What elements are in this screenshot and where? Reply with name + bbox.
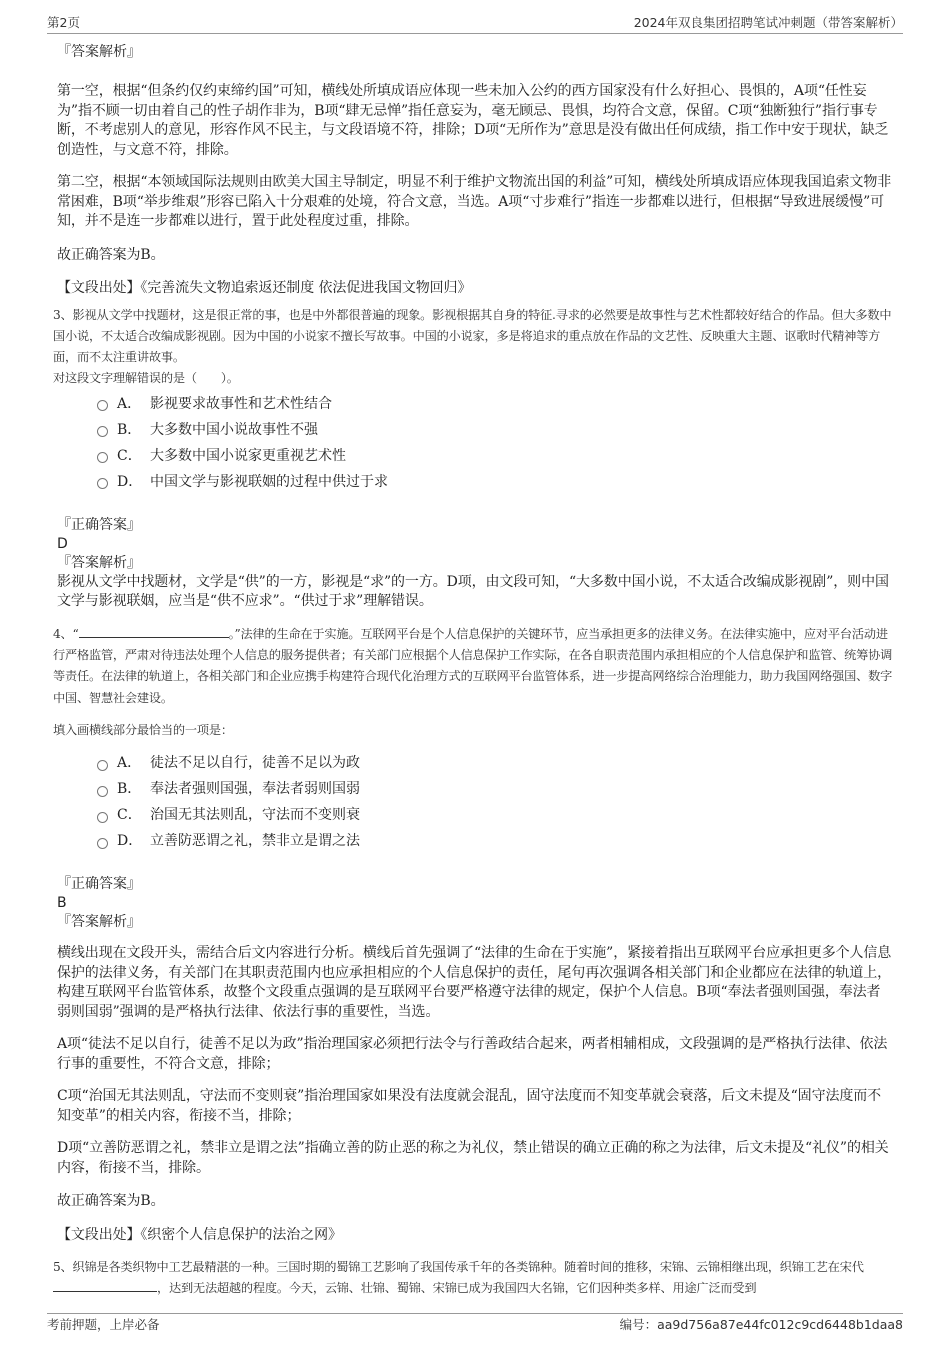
q4-analysis-para2: A项“徒法不足以自行，徒善不足以为政”指治理国家必须把行法令与行善政结合起来，两者相辅相成，文段强调的是严格执行法律、依法行事的重要性，不符合文意，排除； bbox=[57, 1036, 888, 1072]
q4-stem: 4、“ 。”法律的生命在于实施。互联网平台是个人信息保护的关键环节，应当承担更多的法律义务。在法律实施中，应对平台活动进行严格监管，严肃对待违法处理个人信息的服务提供者；有关部门应根据个人信息保护工作实际，在各自职责范围内承担相应的个人信息保护和监管、统筹协调等责任。在法律的轨道上，各相关部门和企业应携手构建符合现代化治理方式的互联网平台监管体系，进一步提高网络综合治理能力，助力我国网络强国、数字中国、智慧社会建设。 bbox=[53, 626, 893, 705]
q4-answer-title: 『正确答案』 bbox=[57, 876, 141, 893]
q4-analysis-para4: D项“立善防恶谓之礼，禁非立是谓之法”指确立善的防止恶的称之为礼仪，禁止错误的确立正确的称之为法律，后文未提及“礼仪”的相关内容，衔接不当，排除。 bbox=[57, 1140, 889, 1176]
q4-question: 填入画横线部分最恰当的一项是： bbox=[53, 722, 233, 737]
q4-analysis-para3: C项“治国无其法则乱，守法而不变则衰”指治理国家如果没有法度就会混乱，固守法度而不知变革就会衰落，后文未提及“固守法度而不知变革”的相关内容，衔接不当，排除； bbox=[57, 1088, 882, 1124]
page-number: 第2页 bbox=[47, 15, 80, 30]
q3-stem: 3、影视从文学中找题材，这是很正常的事，也是中外都很普遍的现象。影视根据其自身的特征.寻求的必然要是故事性与艺术性都较好结合的作品。但大多数中国小说，不太适合改编成影视剧。因为中国的小说家不擅长写故事。中国的小说家，多是将追求的重点放在作品的文艺性、反映重大主题、讴歌时代精神等方面，而不太注重讲故事。 bbox=[53, 307, 892, 365]
q4-options bbox=[97, 749, 893, 853]
q4-blank bbox=[79, 625, 229, 638]
q3-answer: D bbox=[57, 535, 68, 552]
q3-answer-title: 『正确答案』 bbox=[57, 516, 141, 533]
q4-option-b[interactable]: B． 奉法者强则国强，奉法者弱则国弱 bbox=[97, 775, 893, 801]
q2-analysis-para2: 第二空，根据“本领域国际法规则由欧美大国主导制定，明显不利于维护文物流出国的利益”可知，横线处所填成语应体现我国追索文物非常困难，B项“举步维艰”形容已陷入十分艰难的处境，符合文意，当选。A项“寸步难行”指连一步都难以进行，但根据“导致进展缓慢”可知，并不是连一步都难以进行，置于此处程度过重，排除。 bbox=[57, 174, 892, 229]
radio-icon[interactable] bbox=[97, 760, 108, 771]
q5-stem: 5、织锦是各类织物中工艺最精湛的一种。三国时期的蜀锦工艺影响了我国传承千年的各类锦种。随着时间的推移，宋锦、云锦相继出现，织锦工艺在宋代，达到无法超越的程度。今天，云锦、壮锦、蜀锦、宋锦已成为我国四大名锦，它们因种类多样、用途广泛而受到 bbox=[53, 1260, 864, 1296]
footer-serial: 编号：aa9d756a87e44fc012c9cd6448b1daa8 bbox=[619, 1317, 903, 1332]
q4-option-c[interactable]: C． 治国无其法则乱，守法而不变则衰 bbox=[97, 801, 893, 827]
q4-conclusion: 故正确答案为B。 bbox=[57, 1193, 165, 1210]
q4-analysis-para1: 横线出现在文段开头，需结合后文内容进行分析。横线后首先强调了“法律的生命在于实施”，紧接着指出互联网平台应承担更多个人信息保护的法律义务，有关部门在其职责范围内也应承担相应的个人信息保护的责任，尾句再次强调各相关部门和企业都应在法律的轨道上，构建互联网平台监管体系，故整个文段重点强调的是互联网平台要严格遵守法律的规定，保护个人信息。B项“奉法者强则国强，奉法者弱则国弱”强调的是严格执行法律、依法行事的重要性，当选。 bbox=[57, 945, 892, 1020]
radio-icon[interactable] bbox=[97, 812, 108, 823]
radio-icon[interactable] bbox=[97, 478, 108, 489]
radio-icon[interactable] bbox=[97, 786, 108, 797]
q3-option-a[interactable]: A． 影视要求故事性和艺术性结合 bbox=[97, 390, 893, 416]
q2-conclusion: 故正确答案为B。 bbox=[57, 246, 165, 263]
q3-analysis: 影视从文学中找题材，文学是“供”的一方，影视是“求”的一方。D项，由文段可知，“大多数中国小说，不太适合改编成影视剧”，则中国文学与影视联姻，应当是“供不应求”。“供过于求”理解错误。 bbox=[57, 573, 889, 610]
q3-options bbox=[97, 390, 893, 494]
q2-analysis-para1: 第一空，根据“但条约仅约束缔约国”可知，横线处所填成语应体现一些未加入公约的西方国家没有什么好担心、畏惧的，A项“任性妄为”指不顾一切由着自己的性子胡作非为，B项“肆无忌惮”指任意妄为，毫无顾忌、畏惧，均符合文意，保留。C项“独断独行”指行事专断，不考虑别人的意见，形容作风不民主，与文段语境不符，排除；D项“无所作为”意思是没有做出任何成绩，指工作中安于现状，缺乏创造性，与文意不符，排除。 bbox=[57, 83, 889, 158]
q4-source: 【文段出处】《织密个人信息保护的法治之网》 bbox=[57, 1226, 342, 1243]
footer-slogan: 考前押题，上岸必备 bbox=[47, 1317, 160, 1332]
radio-icon[interactable] bbox=[97, 400, 108, 411]
radio-icon[interactable] bbox=[97, 838, 108, 849]
page-header bbox=[47, 13, 903, 34]
document-title: 2024年双良集团招聘笔试冲刺题（带答案解析） bbox=[633, 15, 903, 30]
q3-option-d[interactable]: D． 中国文学与影视联姻的过程中供过于求 bbox=[97, 468, 893, 494]
q3-option-b[interactable]: B． 大多数中国小说故事性不强 bbox=[97, 416, 893, 442]
q4-answer: B bbox=[57, 895, 67, 912]
q4-analysis-title: 『答案解析』 bbox=[57, 914, 141, 931]
page-footer bbox=[47, 1313, 903, 1335]
q2-analysis-title: 『答案解析』 bbox=[57, 44, 141, 60]
q4-option-d[interactable]: D． 立善防恶谓之礼，禁非立是谓之法 bbox=[97, 827, 893, 853]
q3-question: 对这段文字理解错误的是（ ）。 bbox=[53, 371, 239, 386]
q2-source: 【文段出处】《完善流失文物追索返还制度 依法促进我国文物回归》 bbox=[57, 280, 472, 296]
radio-icon[interactable] bbox=[97, 426, 108, 437]
q4-option-a[interactable]: A． 徒法不足以自行，徒善不足以为政 bbox=[97, 749, 893, 775]
document-body bbox=[53, 40, 893, 1300]
q5-blank bbox=[53, 1279, 157, 1292]
q3-option-c[interactable]: C． 大多数中国小说家更重视艺术性 bbox=[97, 442, 893, 468]
radio-icon[interactable] bbox=[97, 452, 108, 463]
q3-analysis-title: 『答案解析』 bbox=[57, 554, 141, 571]
